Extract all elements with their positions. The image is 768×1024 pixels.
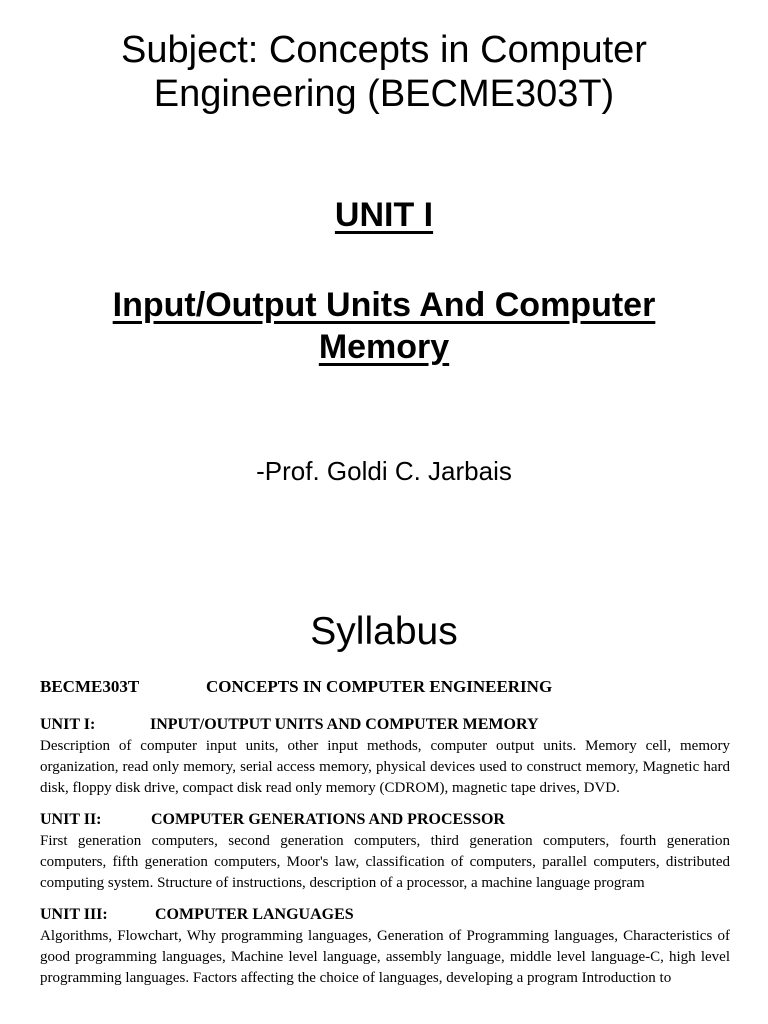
author-line: -Prof. Goldi C. Jarbais <box>256 456 512 486</box>
unit-code: UNIT II: <box>40 811 102 828</box>
topic-title <box>40 284 728 368</box>
topic-title-line2: Memory <box>318 328 450 366</box>
course-name: CONCEPTS IN COMPUTER ENGINEERING <box>206 677 553 696</box>
unit-description: Description of computer input units, other input methods, computer output units. Memory cell, memory organization, read only memory, serial access memory, physical devices used to construct memory, Magnetic hard disk, floppy disk drive, compact disk read only memory (CDROM), magnetic tape drives, DVD. <box>40 738 730 796</box>
unit-name: COMPUTER GENERATIONS AND PROCESSOR <box>151 811 505 828</box>
unit-title: UNIT I <box>334 196 434 234</box>
unit-code: UNIT I: <box>40 716 96 733</box>
unit-heading <box>40 904 730 926</box>
subject-title <box>0 28 768 116</box>
subject-title-line2: Engineering (BECME303T) <box>153 73 615 115</box>
topic-title-line1: Input/Output Units And Computer <box>112 286 656 324</box>
unit-heading <box>40 714 730 736</box>
syllabus-heading: Syllabus <box>310 610 458 653</box>
syllabus-unit-3 <box>40 904 730 989</box>
unit-heading <box>40 809 730 831</box>
unit-description: First generation computers, second generation computers, third generation computers, fourth generation computers, fifth generation computers, Moor's law, classification of computers, parallel computers, distributed computing system. Structure of instructions, description of a processor, a machine language program <box>40 833 730 891</box>
subject-title-line1: Subject: Concepts in Computer <box>121 29 647 71</box>
unit-name: COMPUTER LANGUAGES <box>155 906 354 923</box>
unit-name: INPUT/OUTPUT UNITS AND COMPUTER MEMORY <box>150 716 539 733</box>
syllabus-unit-2 <box>40 809 730 894</box>
unit-code: UNIT III: <box>40 906 108 923</box>
course-code: BECME303T <box>40 677 140 696</box>
syllabus-scan <box>40 676 730 989</box>
syllabus-unit-1 <box>40 714 730 799</box>
unit-description: Algorithms, Flowchart, Why programming languages, Generation of Programming languages, Characteristics of good programming languages, Machine level language, assembly language, middle level language-C, high level programming languages. Factors affecting the choice of languages, developing a program Introduction to <box>40 928 730 986</box>
course-header <box>40 676 730 704</box>
